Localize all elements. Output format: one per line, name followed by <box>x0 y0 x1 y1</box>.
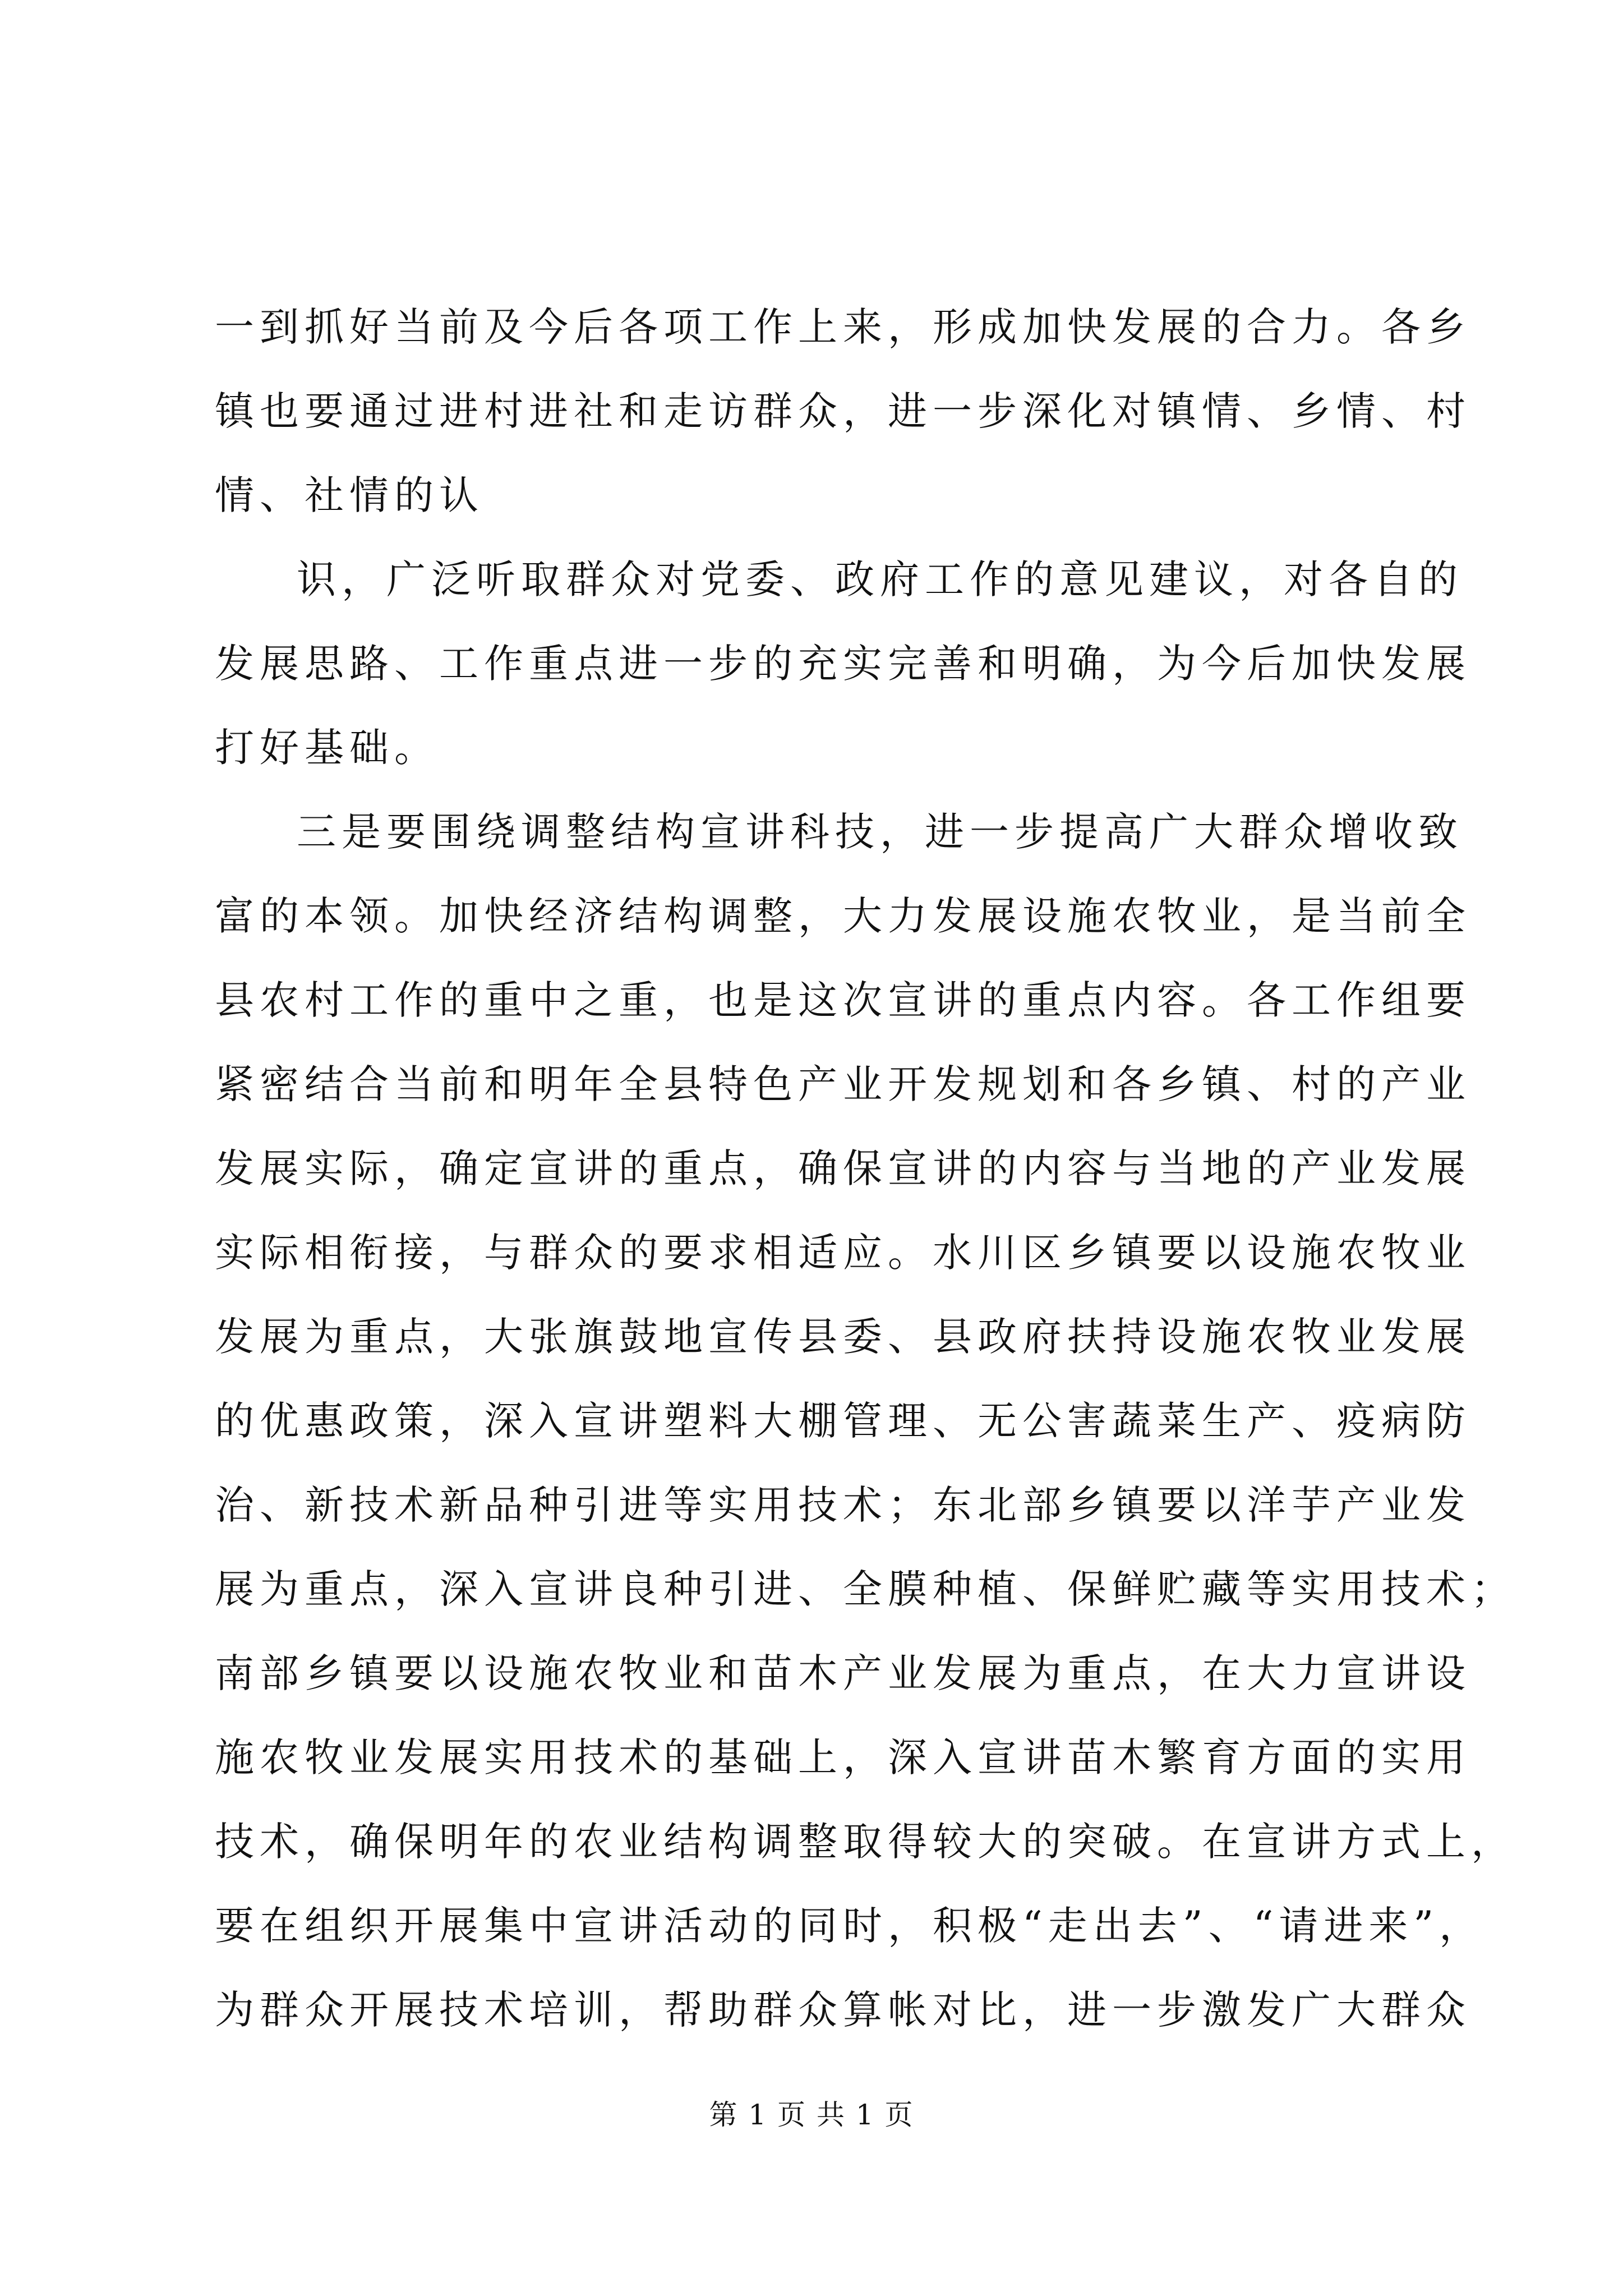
text-line: 富的本领。加快经济结构调整，大力发展设施农牧业，是当前全 <box>215 893 1471 939</box>
text-line: 要在组织开展集中宣讲活动的同时，积极“走出去”、“请进来”， <box>215 1903 1484 1949</box>
text-line: 展为重点，深入宣讲良种引进、全膜种植、保鲜贮藏等实用技术； <box>215 1566 1516 1612</box>
text-line: 发展为重点，大张旗鼓地宣传县委、县政府扶持设施农牧业发展 <box>215 1314 1471 1360</box>
text-line: 南部乡镇要以设施农牧业和苗木产业发展为重点，在大力宣讲设 <box>215 1650 1471 1696</box>
text-line: 发展实际，确定宣讲的重点，确保宣讲的内容与当地的产业发展 <box>215 1145 1471 1191</box>
text-line: 发展思路、工作重点进一步的充实完善和明确，为今后加快发展 <box>215 641 1471 687</box>
text-line: 一到抓好当前及今后各项工作上来，形成加快发展的合力。各乡 <box>215 304 1471 350</box>
text-line: 技术，确保明年的农业结构调整取得较大的突破。在宣讲方式上， <box>215 1819 1516 1865</box>
text-line: 镇也要通过进村进社和走访群众，进一步深化对镇情、乡情、村 <box>215 388 1471 434</box>
text-line: 情、社情的认 <box>215 472 484 518</box>
text-line: 的优惠政策，深入宣讲塑料大棚管理、无公害蔬菜生产、疫病防 <box>215 1398 1471 1444</box>
text-line: 打好基础。 <box>215 725 439 771</box>
text-line: 实际相衔接，与群众的要求相适应。水川区乡镇要以设施农牧业 <box>215 1230 1471 1276</box>
text-line: 为群众开展技术培训，帮助群众算帐对比，进一步激发广大群众 <box>215 1987 1471 2033</box>
text-line: 县农村工作的重中之重，也是这次宣讲的重点内容。各工作组要 <box>215 977 1471 1023</box>
text-line: 紧密结合当前和明年全县特色产业开发规划和各乡镇、村的产业 <box>215 1061 1471 1107</box>
paragraph-first-line: 识，广泛听取群众对党委、政府工作的意见建议，对各自的 <box>297 556 1463 602</box>
page-number-footer: 第 1 页 共 1 页 <box>709 2099 914 2131</box>
text-line: 治、新技术新品种引进等实用技术；东北部乡镇要以洋芋产业发 <box>215 1482 1471 1528</box>
paragraph-first-line: 三是要围绕调整结构宣讲科技，进一步提高广大群众增收致 <box>297 809 1463 855</box>
text-line: 施农牧业发展实用技术的基础上，深入宣讲苗木繁育方面的实用 <box>215 1734 1471 1780</box>
